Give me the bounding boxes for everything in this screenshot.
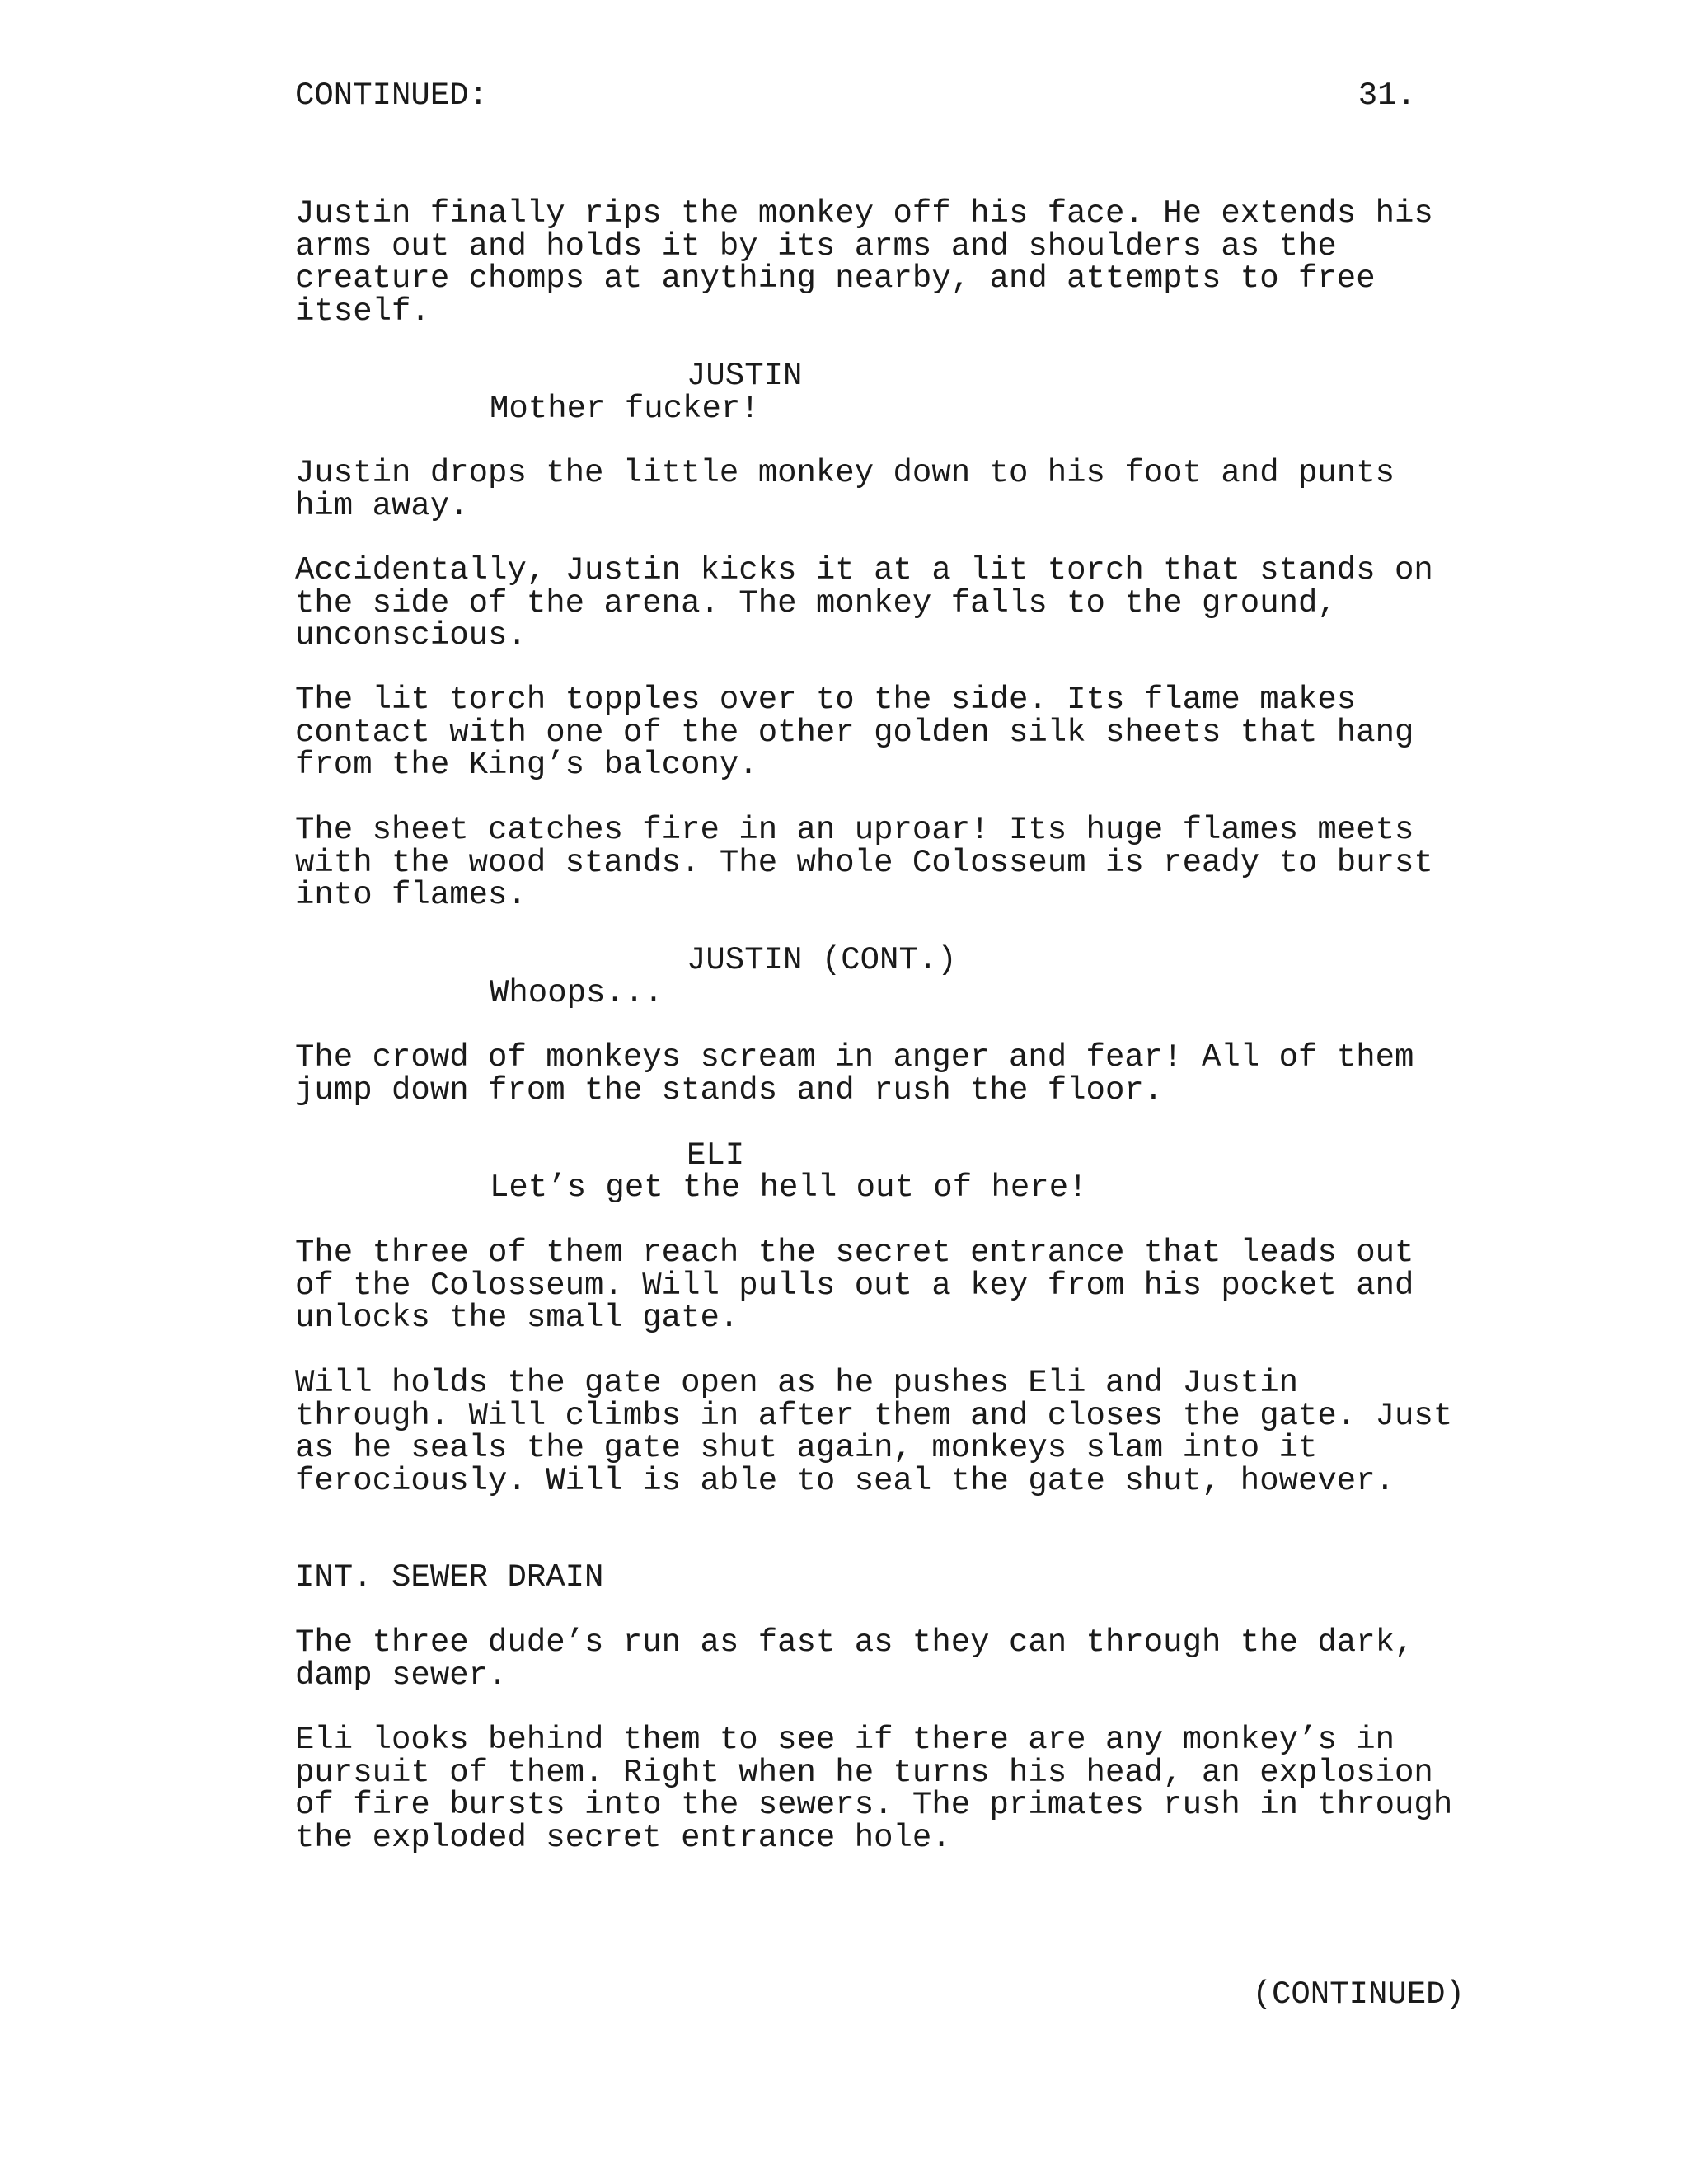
dialogue-line: Let’s get the hell out of here! — [490, 1169, 1088, 1206]
character-name: JUSTIN (CONT.) — [687, 942, 957, 978]
continued-header: CONTINUED: — [295, 77, 489, 114]
character-name: JUSTIN — [687, 358, 803, 394]
action-paragraph: Eli looks behind them to see if there are any monkey’s in pursuit of them. Right when he turns his head, an explosion of fire bursts into the sewers. The primates rush in through the exploded secret entrance hole. — [295, 1722, 1453, 1856]
scene-heading: INT. SEWER DRAIN — [295, 1559, 604, 1596]
action-paragraph: The sheet catches fire in an uproar! Its huge flames meets with the wood stands. The whole Colosseum is ready to burst into flames. — [295, 812, 1433, 913]
continued-footer: (CONTINUED) — [1252, 1976, 1465, 2013]
action-paragraph: Justin drops the little monkey down to his foot and punts him away. — [295, 455, 1395, 524]
action-paragraph: The lit torch topples over to the side. Its flame makes contact with one of the other golden silk sheets that hang from the King’s balcony. — [295, 682, 1414, 783]
action-paragraph: Accidentally, Justin kicks it at a lit torch that stands on the side of the arena. The monkey falls to the ground, unconscious. — [295, 552, 1433, 654]
action-paragraph: The crowd of monkeys scream in anger and fear! All of them jump down from the stands and rush the floor. — [295, 1039, 1414, 1108]
dialogue-line: Mother fucker! — [490, 391, 760, 427]
dialogue-line: Whoops... — [490, 975, 663, 1011]
action-paragraph: The three of them reach the secret entrance that leads out of the Colosseum. Will pulls out a key from his pocket and unlocks the small gate. — [295, 1235, 1414, 1336]
action-paragraph: The three dude’s run as fast as they can through the dark, damp sewer. — [295, 1624, 1414, 1694]
action-paragraph: Will holds the gate open as he pushes Eli and Justin through. Will climbs in after them and closes the gate. Just as he seals the gate shut again, monkeys slam into it ferociously. Will is able to seal the gate shut, however. — [295, 1365, 1453, 1499]
character-name: ELI — [687, 1137, 745, 1174]
page-number: 31. — [1357, 77, 1416, 114]
action-paragraph: Justin finally rips the monkey off his face. He extends his arms out and holds it by its arms and shoulders as the creature chomps at anything nearby, and attempts to free itself. — [295, 195, 1433, 330]
